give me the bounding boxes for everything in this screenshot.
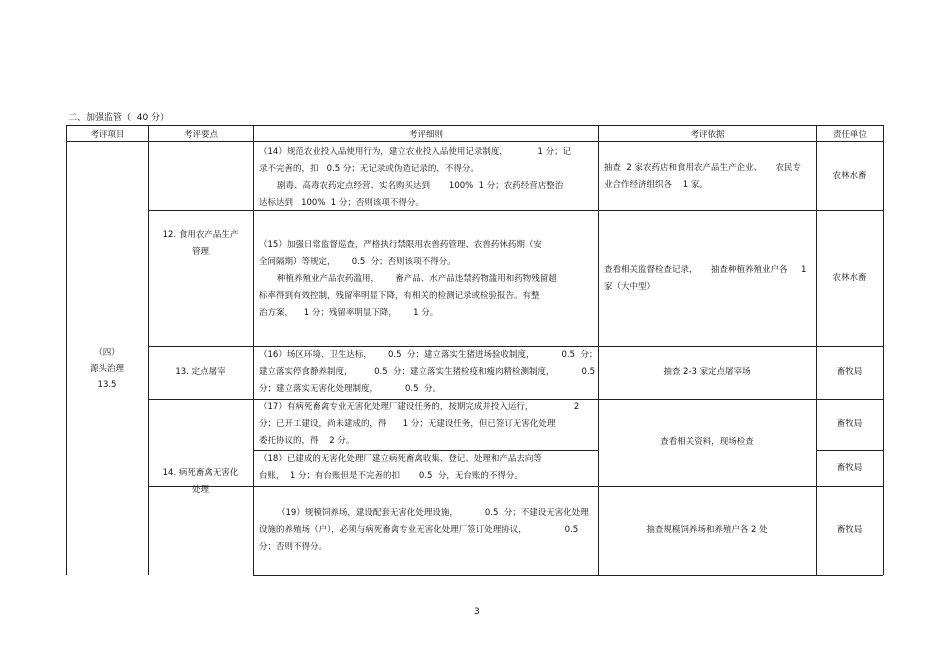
header-item: 考评项目 xyxy=(66,125,148,142)
basis-line: 业合作经济组织各 1 家。 xyxy=(604,180,708,190)
rule-line: 委托协议的，得 2 分。 xyxy=(259,436,355,446)
unit-19: 畜牧局 xyxy=(836,525,863,535)
header-point: 考评要点 xyxy=(148,125,253,142)
basis-14 xyxy=(598,160,816,194)
grid-line xyxy=(253,575,883,576)
unit-16: 畜牧局 xyxy=(836,367,863,377)
rule-line: 达标达到 100% 1 分；否则该项不得分。 xyxy=(259,198,424,208)
basis-line: 查看相关监督检查记录， 抽查种植养殖业户各 1 xyxy=(604,265,807,275)
header-rule: 考评细则 xyxy=(253,125,598,142)
rule-line: 分；否则不得分。 xyxy=(259,542,328,552)
rule-18 xyxy=(253,451,598,485)
basis-line: 家（大中型） xyxy=(604,282,656,292)
section-title: 二、加强监管（ 40 分） xyxy=(68,113,170,123)
header-basis: 考评依据 xyxy=(598,125,816,142)
point-13: 13. 定点屠宰 xyxy=(175,367,226,377)
grid-line xyxy=(883,142,884,575)
rule-line: 分；建立落实无害化处理制度， 0.5 分。 xyxy=(259,384,441,394)
rule-line: （18）已建成的无害化处理厂建立病死畜禽收集、登记、处理和产品去向等 xyxy=(259,454,542,464)
basis-line: 抽查 2 家农药店和食用农产品生产企业、 农民专 xyxy=(604,163,802,173)
rule-line: 标率得到有效控制，残留率明显下降，有相关的检测记录或检验报告。有整 xyxy=(259,291,540,301)
rule-line: 全间隔期）等规定， 0.5 分；否则该项不得分。 xyxy=(259,257,456,267)
header-unit: 责任单位 xyxy=(816,125,884,142)
point-12-line: 12. 食用农产品生产 xyxy=(162,230,239,240)
basis-16: 抽查 2-3 家定点屠宰场 xyxy=(663,367,751,377)
unit-18: 畜牧局 xyxy=(836,462,863,473)
category-name: 源头治理 xyxy=(89,363,124,374)
rule-line: 录不完善的，扣 0.5 分；无记录或伪造记录的，不得分。 xyxy=(259,164,479,174)
rule-line: 台账， 1 分；有台账但是不完善的扣 0.5 分，无台账的不得分。 xyxy=(259,471,523,481)
point-14-line: 14. 病死畜禽无害化 xyxy=(162,468,239,478)
rule-line: （14）规范农业投入品使用行为，建立农业投入品使用记录制度， 1 分；记 xyxy=(259,147,572,157)
point-14 xyxy=(148,399,253,575)
rule-line: 建立落实停食静养制度， 0.5 分；建立落实生猪检疫和瘦肉精检测制度， 0.5 xyxy=(259,367,596,377)
basis-15 xyxy=(598,262,816,296)
rule-line: 分；已开工建设，尚未建成的，得 1 分；无建设任务，但已签订无害化处理 xyxy=(259,419,556,429)
rule-line: （15）加强日常监督巡查，严格执行禁限用农兽药管理、农兽药休药期（安 xyxy=(259,240,542,250)
point-12 xyxy=(148,142,253,346)
basis-19: 抽查规模饲养场和养殖户各 2 处 xyxy=(646,525,768,535)
point-14-line: 处理 xyxy=(191,485,209,495)
rule-line: 种植养殖业产品农药滥用， 畜产品、水产品违禁药物滥用和药物残留超 xyxy=(277,274,557,284)
unit-15: 农林水畜 xyxy=(832,272,867,283)
point-12-line: 管理 xyxy=(191,247,209,257)
rule-14 xyxy=(253,144,598,212)
page-number: 3 xyxy=(474,607,480,617)
basis-17-18: 查看相关资料，现场检查 xyxy=(660,437,754,447)
rule-16 xyxy=(253,347,598,398)
rule-line: 剧毒、高毒农药定点经营、实名购买达到 100% 1 分；农药经营店整治 xyxy=(277,181,564,191)
unit-14: 农林水畜 xyxy=(832,170,867,181)
rule-line: （16）场区环境、卫生达标， 0.5 分；建立落实生猪进场验收制度， 0.5 分； xyxy=(259,350,598,360)
rule-15 xyxy=(253,237,598,322)
category-cell xyxy=(66,142,148,575)
category-number: （四） xyxy=(94,347,120,358)
rule-17 xyxy=(253,399,598,450)
rule-line: （19）规模饲养场，建设配套无害化处理设施， 0.5 分；不建设无害化处理 xyxy=(277,508,589,518)
rule-line: 设施的养殖场（户），必须与病死畜禽专业无害化处理厂签订处理协议， 0.5 xyxy=(259,525,579,535)
unit-17: 畜牧局 xyxy=(836,419,863,429)
rule-line: （17）有病死畜禽专业无害化处理厂建设任务的，按期完成并投入运行， 2 xyxy=(259,402,580,412)
rule-line: 治方案， 1 分；残留率明显下降， 1 分。 xyxy=(259,308,439,318)
category-score: 13.5 xyxy=(97,379,117,390)
rule-19 xyxy=(253,505,598,556)
